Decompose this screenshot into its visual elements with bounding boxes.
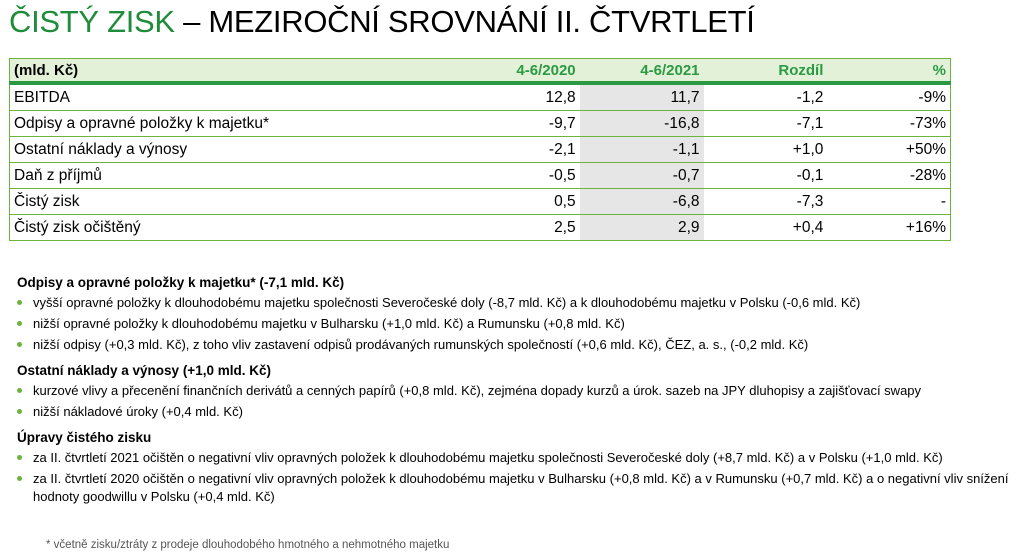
value-percent: -9% <box>918 88 946 106</box>
value-2020: 12,8 <box>545 88 576 106</box>
bullet-icon <box>17 300 22 305</box>
section-title: Odpisy a opravné položky k majetku* (-7,1 mld. Kč) <box>17 275 345 290</box>
row-label: Čistý zisk očištěný <box>10 215 384 241</box>
value-2020: 2,5 <box>383 215 580 241</box>
value-2021: -6,8 <box>580 189 704 215</box>
section-title: Ostatní náklady a výnosy (+1,0 mld. Kč) <box>17 363 271 378</box>
row-label: EBITDA <box>14 88 70 106</box>
list-item-text: nižší nákladové úroky (+0,4 mld. Kč) <box>33 404 243 419</box>
bullet-icon <box>17 409 22 414</box>
value-percent: +16% <box>827 215 950 241</box>
note-section-other <box>17 363 1017 421</box>
bullet-icon <box>17 388 22 393</box>
section-title: Úpravy čistého zisku <box>17 430 152 445</box>
value-difference: -1,2 <box>796 88 824 106</box>
value-2021: -0,7 <box>580 163 704 189</box>
list-item-text: za II. čtvrtletí 2021 očištěn o negativní vliv opravných položek k dlouhodobému majetku společnosti Severočeské doly (+8,7 mld. Kč) a v Polsku (+1,0 mld. Kč) <box>33 450 943 465</box>
page-title-rest: – MEZIROČNÍ SROVNÁNÍ II. ČTVRTLETÍ <box>174 4 755 39</box>
header-2020: 4-6/2020 <box>383 59 580 84</box>
results-table <box>9 58 951 241</box>
value-difference: -7,3 <box>704 189 828 215</box>
value-2020: 0,5 <box>383 189 580 215</box>
list-item <box>17 470 1017 506</box>
value-percent: -73% <box>827 111 950 137</box>
header-difference: Rozdíl <box>704 59 828 84</box>
header-unit: (mld. Kč) <box>10 59 384 84</box>
table-row <box>10 83 951 111</box>
list-item <box>17 403 1017 421</box>
list-item-text: nižší opravné položky k dlouhodobému majetku v Bulharsku (+1,0 mld. Kč) a Rumunsku (+0,8 mld. Kč) <box>33 316 625 331</box>
bullet-icon <box>17 476 22 481</box>
value-percent: - <box>827 189 950 215</box>
table-row <box>10 111 951 137</box>
value-2021: 2,9 <box>580 215 704 241</box>
value-difference: -7,1 <box>704 111 828 137</box>
row-label: Daň z příjmů <box>10 163 384 189</box>
row-label: Odpisy a opravné položky k majetku* <box>10 111 384 137</box>
value-difference: +1,0 <box>704 137 828 163</box>
list-item <box>17 315 1017 333</box>
bullet-icon <box>17 455 22 460</box>
footnote: * včetně zisku/ztráty z prodeje dlouhodobého hmotného a nehmotného majetku <box>46 539 450 551</box>
header-2021: 4-6/2021 <box>580 59 704 84</box>
value-2020: -9,7 <box>383 111 580 137</box>
list-item-text: kurzové vlivy a přecenění finančních derivátů a cenných papírů (+0,8 mld. Kč), zejména dopady kurzů a úrok. sazeb na JPY dluhopisy a zajišťovací swapy <box>33 383 922 398</box>
header-percent: % <box>827 59 950 84</box>
value-percent: -28% <box>827 163 950 189</box>
list-item <box>17 449 1017 467</box>
value-percent: +50% <box>827 137 950 163</box>
list-item <box>17 336 1017 354</box>
value-difference: -0,1 <box>704 163 828 189</box>
value-2021: 11,7 <box>580 83 704 111</box>
value-2021: -1,1 <box>580 137 704 163</box>
value-2021: -16,8 <box>580 111 704 137</box>
table-row <box>10 189 951 215</box>
table-row <box>10 137 951 163</box>
table-row <box>10 215 951 241</box>
value-2020: -2,1 <box>383 137 580 163</box>
value-2020: -0,5 <box>383 163 580 189</box>
list-item <box>17 382 1017 400</box>
note-section-depreciation <box>17 275 1017 354</box>
commentary <box>17 275 1017 515</box>
list-item-text: vyšší opravné položky k dlouhodobému majetku společnosti Severočeské doly (-8,7 mld. Kč) a k dlouhodobému majetku v Polsku (-0,6 mld. Kč) <box>33 295 861 310</box>
page-title <box>9 4 755 40</box>
row-label: Čistý zisk <box>10 189 384 215</box>
bullet-icon <box>17 342 22 347</box>
list-item-text: za II. čtvrtletí 2020 očištěn o negativní vliv opravných položek k dlouhodobému majetku v Bulharsku (+0,8 mld. Kč) a v Rumunsku (+0,7 mld. Kč) a o negativní vliv snížení hodnoty goodwillu v Polsku (+0,4 mld. Kč) <box>33 471 1009 504</box>
bullet-icon <box>17 321 22 326</box>
table-header-row <box>10 59 951 84</box>
table-row <box>10 163 951 189</box>
list-item-text: nižší odpisy (+0,3 mld. Kč), z toho vliv zastavení odpisů prodávaných rumunských společností (+0,6 mld. Kč), ČEZ, a. s., (-0,2 mld. Kč) <box>33 337 809 352</box>
row-label: Ostatní náklady a výnosy <box>10 137 384 163</box>
note-section-adjustments <box>17 430 1017 506</box>
list-item <box>17 294 1017 312</box>
page-title-highlight: ČISTÝ ZISK <box>9 4 175 39</box>
value-difference: +0,4 <box>704 215 828 241</box>
